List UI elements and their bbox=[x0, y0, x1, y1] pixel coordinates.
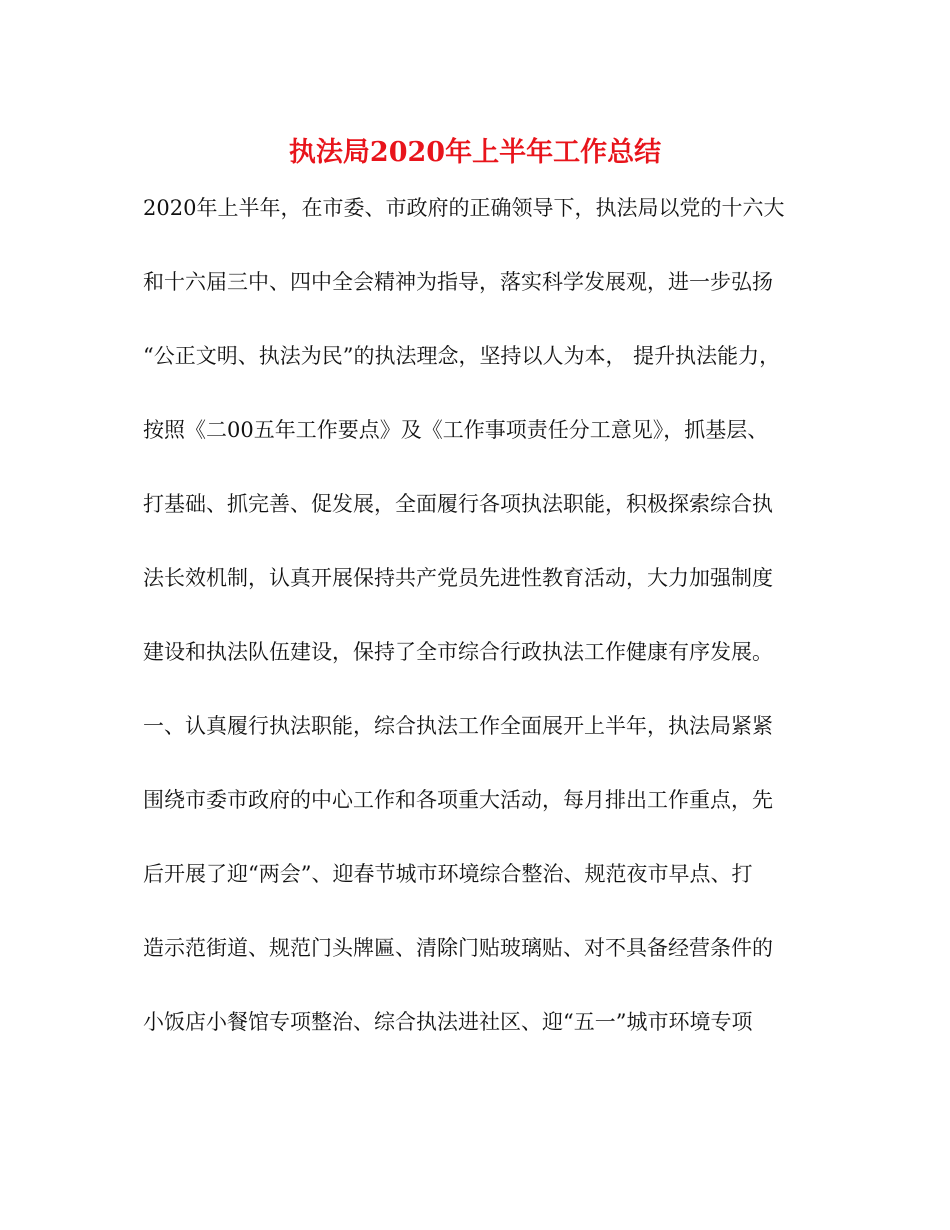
body-line: 一、认真履行执法职能，综合执法工作全面展开上半年，执法局紧紧 bbox=[143, 714, 773, 738]
body-line: 打基础、抓完善、促发展，全面履行各项执法职能，积极探索综合执 bbox=[143, 492, 773, 516]
body-line: 法长效机制，认真开展保持共产党员先进性教育活动，大力加强制度 bbox=[143, 566, 773, 590]
body-line: 2020年上半年，在市委、市政府的正确领导下，执法局以党的十六大 bbox=[143, 196, 785, 220]
body-line: 按照《二00五年工作要点》及《工作事项责任分工意见》，抓基层、 bbox=[143, 418, 769, 442]
body-line: 后开展了迎“两会”、迎春节城市环境综合整治、规范夜市早点、打 bbox=[143, 862, 753, 886]
body-line: 建设和执法队伍建设，保持了全市综合行政执法工作健康有序发展。 bbox=[143, 640, 773, 664]
body-line: 围绕市委市政府的中心工作和各项重大活动，每月排出工作重点，先 bbox=[143, 788, 773, 812]
document-title: 执法局2020年上半年工作总结 bbox=[288, 137, 662, 168]
body-line: “公正文明、执法为民”的执法理念，坚持以人为本， 提升执法能力， bbox=[143, 344, 781, 368]
body-line: 和十六届三中、四中全会精神为指导，落实科学发展观，进一步弘扬 bbox=[143, 270, 773, 294]
body-line: 小饭店小餐馆专项整治、综合执法进社区、迎“五一”城市环境专项 bbox=[143, 1010, 753, 1034]
body-line: 造示范街道、规范门头牌匾、清除门贴玻璃贴、对不具备经营条件的 bbox=[143, 936, 773, 960]
